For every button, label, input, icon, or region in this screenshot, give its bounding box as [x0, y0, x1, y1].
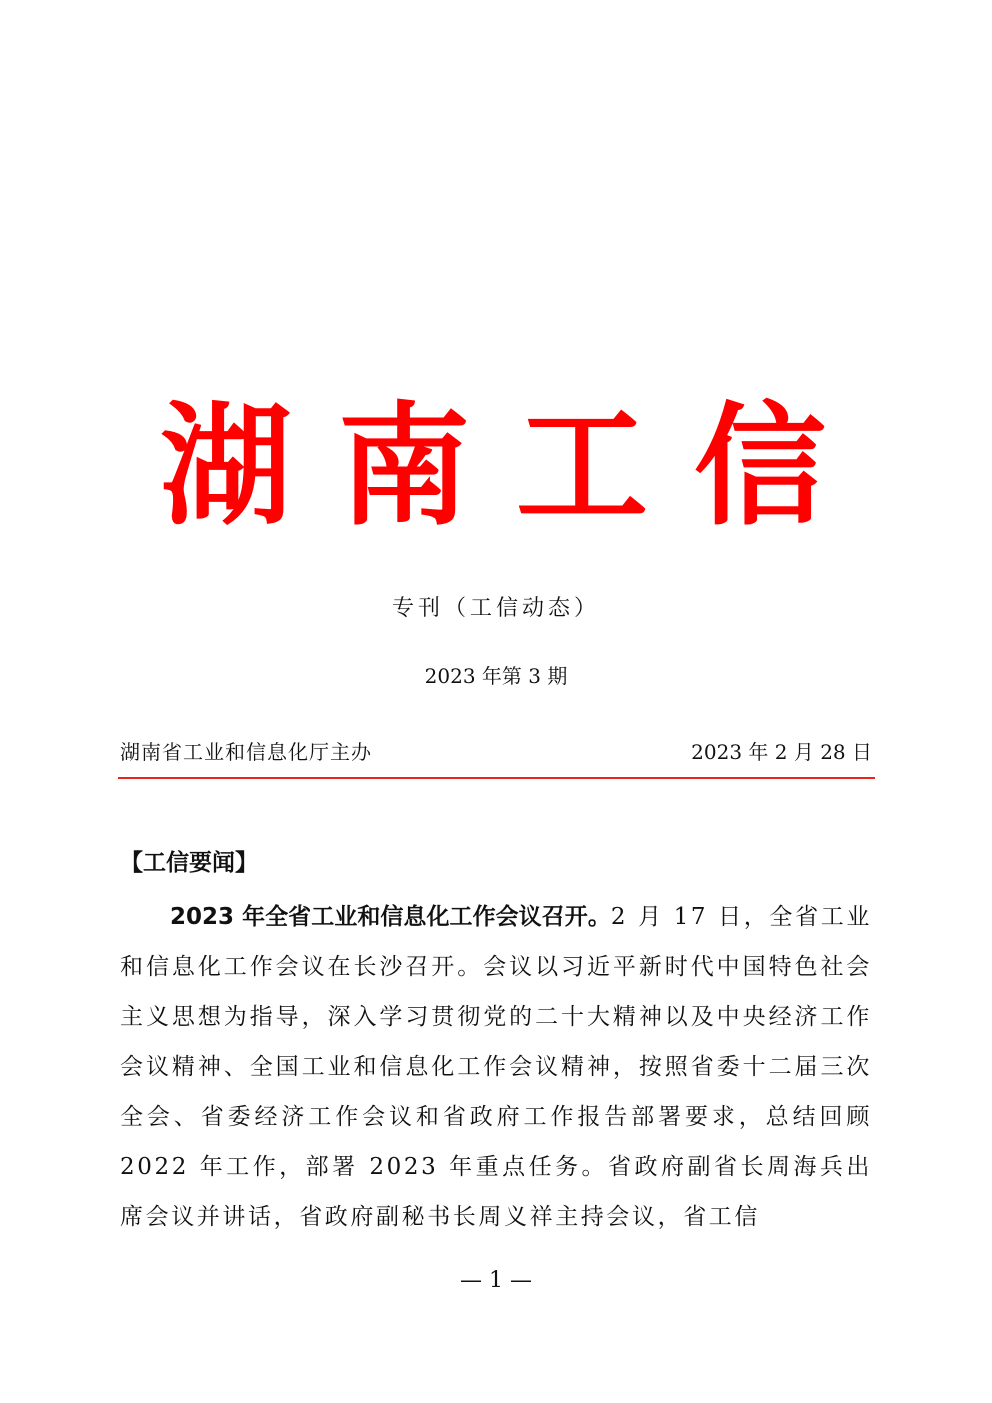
masthead-title: 湖南工信 [160, 390, 872, 544]
article-headline: 2023 年全省工业和信息化工作会议召开。 [170, 904, 611, 930]
article-body: 2 月 17 日，全省工业和信息化工作会议在长沙召开。会议以习近平新时代中国特色社会主义思想为指导，深入学习贯彻党的二十大精神以及中央经济工作会议精神、全国工业和信息化工作会议精神，按照省委十二届三次全会、省委经济工作会议和省政府工作报告部署要求，总结回顾 2022 年工作，部署 2023 年重点任务。省政府副省长周海兵出席会议并讲话，省政府副秘书长周义祥主持会议，省工信 [120, 904, 872, 1230]
subtitle: 专刊（工信动态） [391, 596, 600, 621]
article-paragraph [120, 892, 872, 1242]
header-rule [118, 777, 875, 779]
section-heading: 【工信要闻】 [120, 850, 258, 876]
issue-number: 2023 年第 3 期 [424, 664, 568, 688]
page-number: — 1 — [460, 1268, 532, 1293]
publication-date: 2023 年 2 月 28 日 [691, 740, 872, 764]
publisher: 湖南省工业和信息化厅主办 [120, 740, 372, 764]
